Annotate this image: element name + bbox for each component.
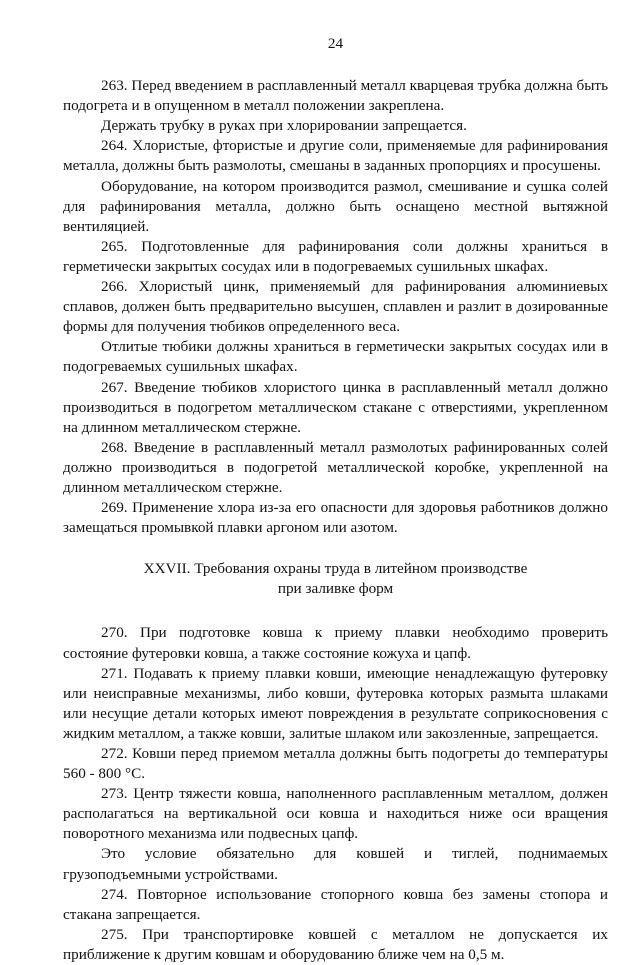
- paragraph-268: 268. Введение в расплавленный металл размолотых рафинированных солей должно производиться в подогретой металлической коробке, укрепленной на длинном металлическом стержне.: [63, 438, 608, 496]
- paragraph-265: 265. Подготовленные для рафинирования соли должны храниться в герметически закрытых сосудах или в подогреваемых сушильных шкафах.: [63, 237, 608, 275]
- paragraph-273: 273. Центр тяжести ковша, наполненного расплавленным металлом, должен располагаться на вертикальной оси ковша и находиться ниже оси вращения поворотного механизма или подвесных цапф.: [63, 785, 608, 843]
- section-heading: [63, 559, 608, 599]
- paragraph-273-note: Это условие обязательно для ковшей и тиглей, поднимаемых грузоподъемными устройствами.: [63, 845, 608, 883]
- paragraph-263: 263. Перед введением в расплавленный металл кварцевая трубка должна быть подогрета и в опущенном в металл положении закреплена.: [63, 77, 609, 115]
- paragraph-272: 272. Ковши перед приемом металла должны быть подогреты до температуры 560 - 800 °С.: [63, 745, 608, 783]
- paragraph-266: 266. Хлористый цинк, применяемый для рафинирования алюминиевых сплавов, должен быть предварительно высушен, сплавлен и разлит в дозированные формы для получения тюбиков определенного веса.: [63, 278, 608, 336]
- paragraph-270: 270. При подготовке ковша к приему плавки необходимо проверить состояние футеровки ковша, а также состояние кожуха и цапф.: [63, 624, 608, 662]
- paragraph-275: 275. При транспортировке ковшей с металлом не допускается их приближение к другим ковшам и оборудованию ближе чем на 0,5 м.: [63, 925, 608, 963]
- paragraph-274: 274. Повторное использование стопорного ковша без замены стопора и стакана запрещается.: [63, 885, 608, 923]
- paragraph-264-note: Оборудование, на котором производится размол, смешивание и сушка солей для рафинирования металла, должно быть оснащено местной вытяжной вентиляцией.: [63, 177, 608, 235]
- section-heading-line-2: при заливке форм: [277, 580, 394, 598]
- paragraph-267: 267. Введение тюбиков хлористого цинка в расплавленный металл должно производиться в подогретом металлическом стакане с отверстиями, укрепленном на длинном металлическом стержне.: [63, 378, 608, 436]
- paragraph-264: 264. Хлористые, фтористые и другие соли, применяемые для рафинирования металла, должны быть размолоты, смешаны в заданных пропорциях и просушены.: [63, 137, 608, 175]
- paragraph-263-note: Держать трубку в руках при хлорировании запрещается.: [101, 117, 467, 135]
- paragraph-269: 269. Применение хлора из-за его опасности для здоровья работников должно замещаться промывкой плавки аргоном или азотом.: [63, 499, 608, 537]
- page-number: 24: [327, 35, 344, 52]
- paragraph-271: 271. Подавать к приему плавки ковши, имеющие ненадлежащую футеровку или неисправные механизмы, либо ковши, футеровка которых размыта шлаками или несущие детали которых имеют повреждения в результате соприкосновения с жидким металлом, а также ковши, залитые шлаком или закозленные, запрещается.: [63, 664, 608, 742]
- paragraph-266-note: Отлитые тюбики должны храниться в герметически закрытых сосудах или в подогреваемых сушильных шкафах.: [63, 338, 608, 376]
- section-heading-line-1: XXVII. Требования охраны труда в литейном производстве: [143, 560, 528, 578]
